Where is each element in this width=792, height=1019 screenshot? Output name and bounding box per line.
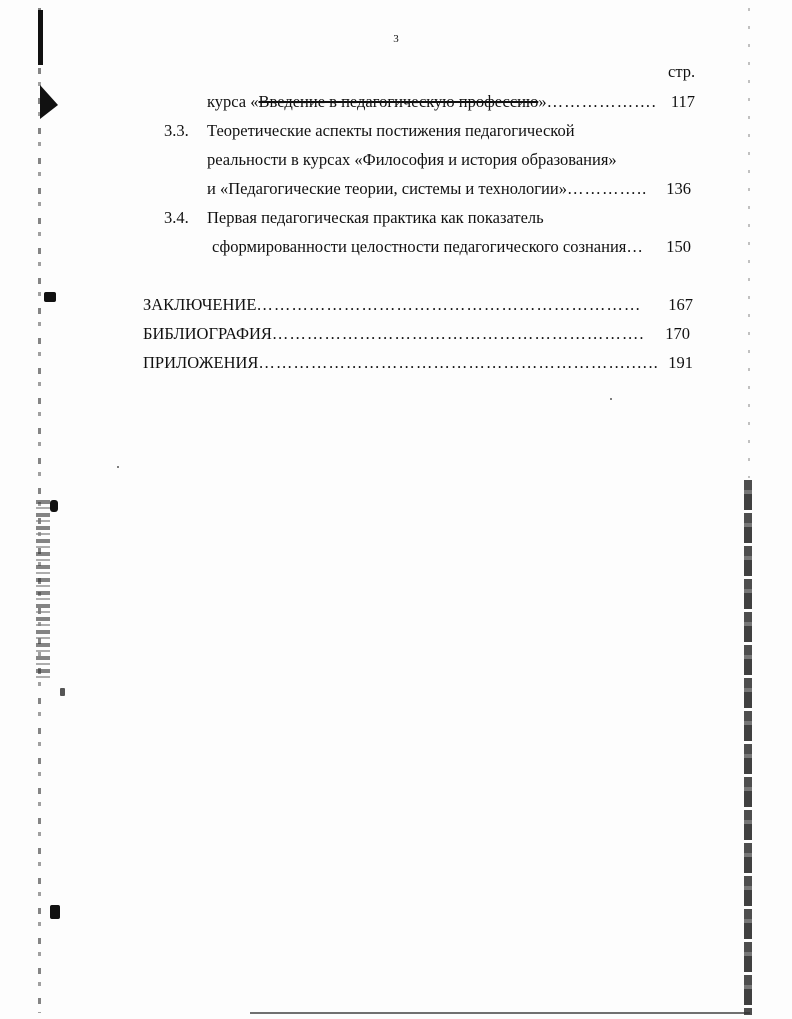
toc-page-number: 136 bbox=[666, 179, 691, 198]
toc-entry-title-line[interactable]: реальности в курсах «Философия и история образования» bbox=[207, 150, 617, 169]
toc-entry-bibliography[interactable] bbox=[143, 324, 690, 344]
page-column-header: стр. bbox=[668, 62, 696, 81]
toc-entry-continuation[interactable] bbox=[207, 92, 695, 112]
toc-page-number: 150 bbox=[666, 237, 691, 256]
scan-mark bbox=[50, 500, 58, 512]
toc-leader-dots: ………………………………………………………. bbox=[271, 324, 645, 343]
page-number: 3 bbox=[393, 33, 399, 45]
toc-entry-conclusion[interactable] bbox=[143, 295, 693, 315]
toc-section-number: 3.4. bbox=[164, 208, 189, 227]
toc-leader-dots: ………………. bbox=[546, 92, 657, 111]
toc-entry-prefix: курса « bbox=[207, 92, 259, 111]
scan-edge-right bbox=[744, 480, 752, 1015]
scan-speck bbox=[117, 466, 119, 468]
toc-leader-dots: … bbox=[626, 237, 644, 256]
scan-speck bbox=[610, 398, 612, 400]
toc-entry-struck-title: Введение в педагогическую профессию bbox=[258, 92, 539, 111]
toc-entry-last-line[interactable] bbox=[212, 237, 691, 257]
toc-page-number: 191 bbox=[668, 353, 693, 372]
toc-entry-last-line[interactable] bbox=[207, 179, 691, 199]
toc-leader-dots: ………………………………………………………… bbox=[256, 295, 642, 314]
scan-mark bbox=[44, 292, 56, 302]
toc-page-number: 117 bbox=[670, 92, 695, 111]
toc-entry-label: ЗАКЛЮЧЕНИЕ bbox=[143, 295, 257, 314]
toc-entry-label: ПРИЛОЖЕНИЯ bbox=[143, 353, 259, 372]
toc-entry-appendices[interactable] bbox=[143, 353, 693, 373]
toc-entry-label: БИБЛИОГРАФИЯ bbox=[143, 324, 272, 343]
toc-page-number: 170 bbox=[665, 324, 690, 343]
toc-entry-title-line: и «Педагогические теории, системы и технологии» bbox=[207, 179, 567, 198]
toc-page-number: 167 bbox=[668, 295, 693, 314]
toc-entry-title-line: сформированности целостности педагогического сознания bbox=[212, 237, 627, 256]
scan-mark bbox=[50, 905, 60, 919]
toc-section-number: 3.3. bbox=[164, 121, 189, 140]
toc-entry-title-line[interactable]: Теоретические аспекты постижения педагогической bbox=[207, 121, 575, 140]
toc-entry-suffix: » bbox=[538, 92, 547, 111]
toc-entry-title-line[interactable]: Первая педагогическая практика как показатель bbox=[207, 208, 544, 227]
scan-edge-left-dense bbox=[36, 500, 50, 680]
toc-leader-dots: ……………………………………………………….….. bbox=[258, 353, 659, 372]
scan-edge-bottom bbox=[250, 1012, 750, 1014]
toc-leader-dots: ………….. bbox=[566, 179, 648, 198]
scan-speck bbox=[60, 688, 65, 696]
scan-mark bbox=[40, 85, 58, 119]
scan-edge-right-thin bbox=[748, 8, 750, 478]
